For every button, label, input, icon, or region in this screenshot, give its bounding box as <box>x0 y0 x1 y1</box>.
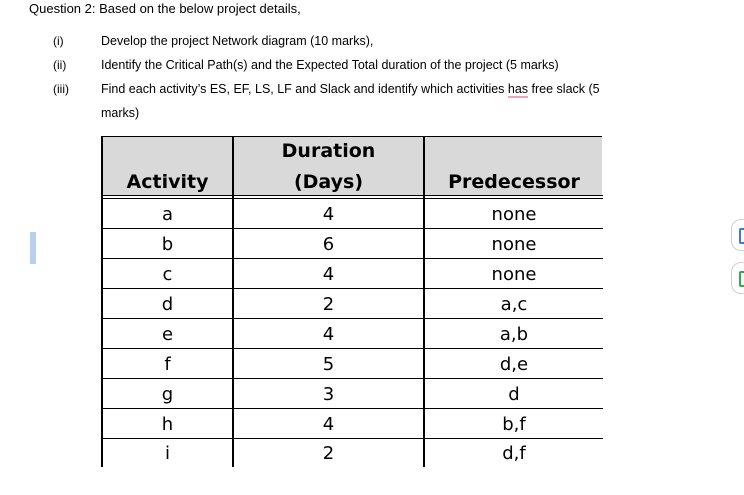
cell-predecessor: a,b <box>499 324 529 345</box>
cell-duration: 5 <box>322 354 335 375</box>
spellcheck-flagged-word[interactable]: has <box>507 82 529 96</box>
suggest-edit-icon <box>739 271 744 287</box>
cell-duration: 4 <box>322 414 335 435</box>
cell-duration: 4 <box>322 324 335 345</box>
side-comment-button[interactable] <box>731 219 744 251</box>
row-divider <box>102 288 603 289</box>
cell-activity: g <box>161 384 174 405</box>
cell-predecessor: d,e <box>499 354 529 375</box>
cell-predecessor: d <box>508 384 520 405</box>
item-text-iii <box>101 82 600 96</box>
item-number-iii: (iii) <box>53 82 69 96</box>
item-text-iii-part2: free slack (5 <box>528 82 600 96</box>
row-divider <box>102 438 603 439</box>
cell-activity: e <box>161 324 174 345</box>
cell-predecessor: none <box>491 264 537 285</box>
header-predecessor: Predecessor <box>448 171 580 193</box>
cell-activity: d <box>161 294 174 315</box>
row-divider <box>102 258 603 259</box>
cell-predecessor: a,c <box>500 294 528 315</box>
cell-predecessor: d,f <box>502 443 526 464</box>
side-suggest-button[interactable] <box>731 262 744 294</box>
cell-duration: 2 <box>322 443 335 464</box>
item-text-iii-part1: Find each activity’s ES, EF, LS, LF and Slack and identify which activities <box>101 82 508 96</box>
header-activity: Activity <box>126 171 209 193</box>
cell-activity: c <box>162 264 173 285</box>
item-text-iii-line2: marks) <box>101 106 140 120</box>
cell-activity: h <box>161 414 174 435</box>
item-text-ii: Identify the Critical Path(s) and the Expected Total duration of the project (5 marks) <box>101 58 559 72</box>
item-number-ii: (ii) <box>53 58 67 72</box>
row-divider <box>102 348 603 349</box>
question-heading: Question 2: Based on the below project details, <box>29 1 301 16</box>
cell-duration: 4 <box>322 264 335 285</box>
cell-activity: f <box>164 354 171 375</box>
cell-duration: 3 <box>322 384 335 405</box>
cell-duration: 2 <box>322 294 335 315</box>
row-divider <box>102 408 603 409</box>
cell-duration: 4 <box>322 204 335 225</box>
cell-predecessor: b,f <box>502 414 526 435</box>
row-divider <box>102 378 603 379</box>
cell-activity: b <box>161 234 174 255</box>
activity-table <box>101 136 603 467</box>
cell-activity: a <box>161 204 174 225</box>
row-divider <box>102 228 603 229</box>
cell-predecessor: none <box>491 234 537 255</box>
cell-duration: 6 <box>322 234 335 255</box>
cell-predecessor: none <box>491 204 537 225</box>
cell-activity: i <box>164 443 170 464</box>
item-number-i: (i) <box>53 34 64 48</box>
comment-icon <box>739 228 744 244</box>
header-duration-line2: (Days) <box>293 171 364 193</box>
selection-marker <box>30 232 36 264</box>
row-divider <box>102 318 603 319</box>
header-duration-line1: Duration <box>281 140 376 162</box>
item-text-i: Develop the project Network diagram (10 marks), <box>101 34 374 48</box>
